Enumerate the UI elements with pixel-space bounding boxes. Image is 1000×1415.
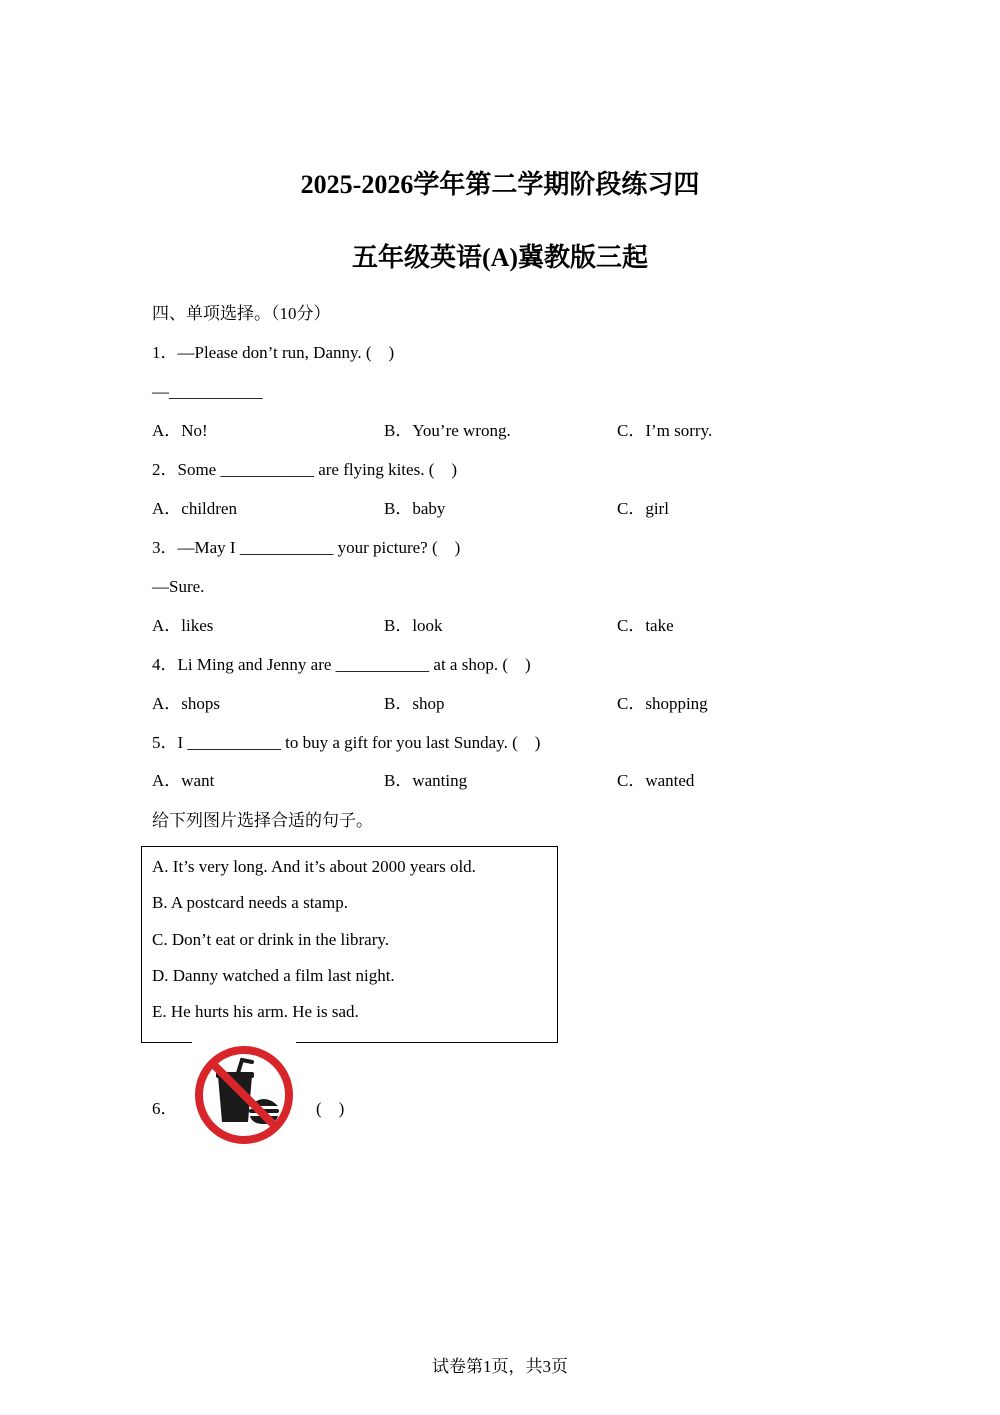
question-2-option-b: B．baby — [384, 499, 446, 518]
sentence-option-b: B. A postcard needs a stamp. — [152, 893, 348, 912]
question-3-option-a: A．likes — [152, 616, 214, 635]
sentence-option-c: C. Don’t eat or drink in the library. — [152, 930, 390, 949]
question-1-option-b: B．You’re wrong. — [384, 421, 511, 440]
question-4-option-b: B．shop — [384, 694, 445, 713]
question-6-answer-blank: ( ) — [316, 1099, 345, 1118]
question-2-option-a: A．children — [152, 499, 237, 518]
question-4-stem: 4．Li Ming and Jenny are ___________ at a shop. ( ) — [152, 655, 531, 674]
no-eating-drinking-icon — [192, 1040, 296, 1148]
sentence-option-d: D. Danny watched a film last night. — [152, 966, 395, 985]
question-1-option-c: C．I’m sorry. — [617, 421, 713, 440]
sentence-option-a: A. It’s very long. And it’s about 2000 years old. — [152, 857, 476, 876]
page-footer: 试卷第1页，共3页 — [432, 1357, 568, 1376]
question-4-option-c: C．shopping — [617, 694, 708, 713]
question-3-stem: 3．—May I ___________ your picture? ( ) — [152, 538, 461, 557]
question-5-option-b: B．wanting — [384, 771, 468, 790]
question-1-reply: —___________ — [152, 382, 263, 401]
question-3-option-b: B．look — [384, 616, 443, 635]
section-heading: 四、单项选择。（10分） — [152, 304, 331, 323]
question-3-reply: —Sure. — [152, 577, 205, 596]
question-3-option-c: C．take — [617, 616, 674, 635]
question-2-option-c: C．girl — [617, 499, 669, 518]
question-6-picture — [192, 1040, 296, 1148]
question-5-option-c: C．wanted — [617, 771, 695, 790]
page-subtitle: 五年级英语(A)冀教版三起 — [351, 243, 649, 272]
question-5-option-a: A．want — [152, 771, 215, 790]
question-4-option-a: A．shops — [152, 694, 221, 713]
sentence-option-e: E. He hurts his arm. He is sad. — [152, 1002, 359, 1021]
page-title: 2025-2026学年第二学期阶段练习四 — [300, 170, 700, 199]
question-2-stem: 2．Some ___________ are flying kites. ( ) — [152, 460, 458, 479]
question-6-number: 6． — [152, 1099, 178, 1118]
question-1-stem: 1．—Please don’t run, Danny. ( ) — [152, 343, 395, 362]
picture-section-instruction: 给下列图片选择合适的句子。 — [152, 811, 373, 830]
sentence-options-box — [141, 846, 558, 1043]
question-1-option-a: A．No! — [152, 421, 208, 440]
question-5-stem: 5．I ___________ to buy a gift for you last Sunday. ( ) — [152, 733, 541, 752]
